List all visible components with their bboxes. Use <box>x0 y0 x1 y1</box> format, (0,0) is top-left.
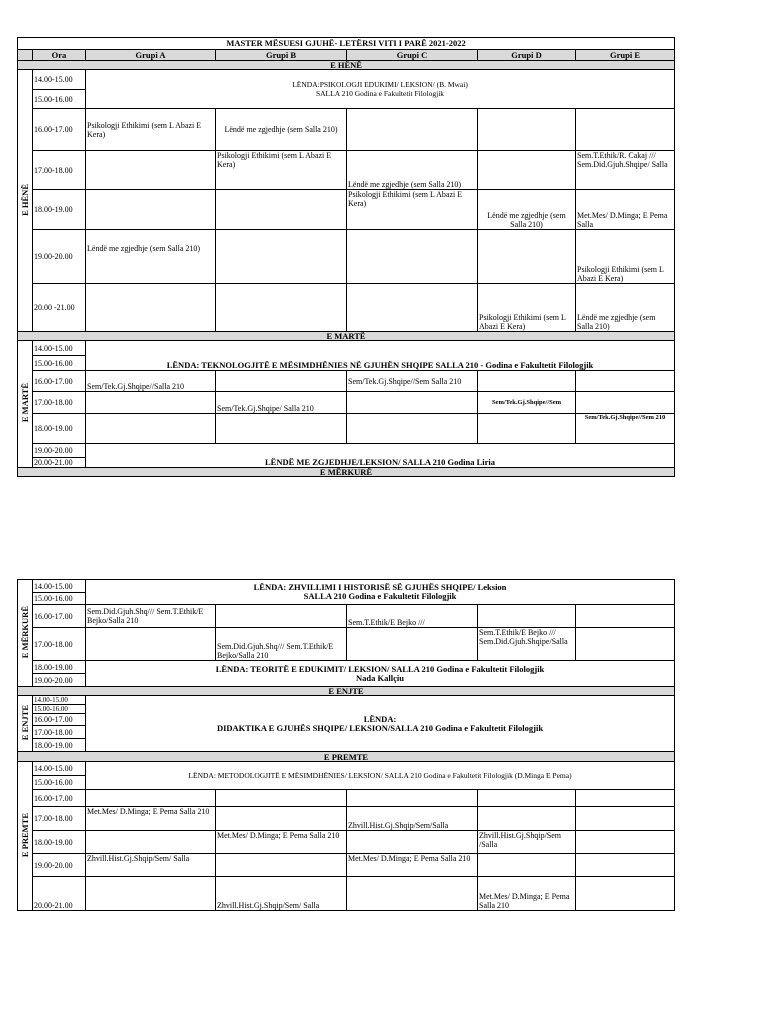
schedule-cell: Met.Mes/ D.Minga; E Pema Salla 210 <box>216 831 347 854</box>
time-slot: 14.00-15.00 <box>33 762 86 776</box>
schedule-cell: Zhvill.Hist.Gj.Shqip/Sem/Salla <box>347 807 478 831</box>
schedule-cell: Sem.Did.Gjuh.Shq/// Sem.T.Ethik/E Bejko/Salla 210 <box>216 628 347 661</box>
lecture-psikologji: LËNDA:PSIKOLOGJI EDUKIMI/ LEKSION/ (B. Mwai) SALLA 210 Godina e Fakultetit Filologjik <box>86 70 675 109</box>
table-title: MASTER MËSUESI GJUHË- LETËRSI VITI I PARË 2021-2022 <box>18 38 675 50</box>
day-label-marte: E MARTË <box>18 341 33 468</box>
schedule-cell: Met.Mes/ D.Minga; E Pema Salla 210 <box>86 807 216 831</box>
schedule-cell: Lëndë me zgjedhje (sem Salla 210) <box>576 284 675 332</box>
schedule-cell: Sem.T.Ethik/E Bejko /// Sem.Did.Gjuh.Shqipe/Salla <box>478 628 576 661</box>
day-label-premte: E PREMTE <box>18 762 33 911</box>
time-slot: 18.00-19.00 <box>33 414 86 444</box>
schedule-cell: Met.Mes/ D.Minga; E Pema Salla <box>576 190 675 230</box>
time-slot: 14.00-15.00 <box>33 341 86 356</box>
schedule-cell: Psikologji Ethikimi (sem L Abazi E Kera) <box>478 284 576 332</box>
schedule-cell: Met.Mes/ D.Minga; E Pema Salla 210 <box>347 854 478 877</box>
day-header-premte: E PREMTE <box>18 752 675 762</box>
day-header-enjte: E ENJTE <box>18 687 675 696</box>
time-slot: 19.00-20.00 <box>33 230 86 284</box>
col-header-grupi-a: Grupi A <box>86 50 216 61</box>
header-row <box>18 50 675 61</box>
time-slot: 17.00-18.00 <box>33 151 86 190</box>
schedule-cell: Lëndë me zgjedhje (sem Salla 210) <box>478 190 576 230</box>
lecture-zhvillimi-historise: LËNDA: ZHVILLIMI I HISTORISË SË GJUHËS SHQIPE/ Leksion SALLA 210 Godina e Fakultetit Filologjik <box>86 580 675 605</box>
time-slot: 17.00-18.00 <box>33 807 86 831</box>
schedule-cell: Psikologji Ethikimi (sem L Abazi E Kera) <box>86 109 216 151</box>
col-header-grupi-d: Grupi D <box>478 50 576 61</box>
schedule-cell: Psikologji Ethikimi (sem L Abazi E Kera) <box>576 230 675 284</box>
col-header-grupi-b: Grupi B <box>216 50 347 61</box>
time-slot: 20.00-21.00 <box>33 877 86 911</box>
time-slot: 17.00-18.00 <box>33 726 86 739</box>
schedule-cell: Lëndë me zgjedhje (sem Salla 210) <box>347 151 478 190</box>
col-header-grupi-c: Grupi C <box>347 50 478 61</box>
schedule-cell: Zhvill.Hist.Gj.Shqip/Sem /Salla <box>478 831 576 854</box>
schedule-cell: Sem.T.Ethik/R. Cakaj /// Sem.Did.Gjuh.Shqipe/ Salla <box>576 151 675 190</box>
lecture-teknologjite: LËNDA: TEKNOLOGJITË E MËSIMDHËNIES NË GJUHËN SHQIPE SALLA 210 - Godina e Fakultetit Filologjik <box>86 341 675 371</box>
time-slot: 14.00-15.00 <box>33 70 86 90</box>
schedule-cell: Sem.T.Ethik/E Bejko /// <box>347 605 478 628</box>
schedule-cell: Sem.Did.Gjuh.Shq/// Sem.T.Ethik/E Bejko/Salla 210 <box>86 605 216 628</box>
time-slot: 18.00-19.00 <box>33 739 86 752</box>
schedule-table-1 <box>17 37 675 477</box>
day-header-hene: E HËNË <box>18 61 675 70</box>
time-slot: 14.00-15.00 <box>33 580 86 593</box>
time-slot: 16.00-17.00 <box>33 605 86 628</box>
lecture-lende-me-zgjedhje: LËNDË ME ZGJEDHJE/LEKSION/ SALLA 210 Godina Liria <box>86 444 675 468</box>
time-slot: 18.00-19.00 <box>33 831 86 854</box>
schedule-table-2 <box>17 579 675 911</box>
time-slot: 17.00-18.00 <box>33 628 86 661</box>
day-header-merkure: E MËRKURË <box>18 468 675 477</box>
time-slot: 18.00-19.00 <box>33 190 86 230</box>
time-slot: 20.00 -21.00 <box>33 284 86 332</box>
time-slot: 14.00-15.00 <box>33 696 86 705</box>
schedule-cell: Met.Mes/ D.Minga; E Pema Salla 210 <box>478 877 576 911</box>
schedule-cell: Sem/Tek.Gj.Shqipe//Sem Salla 210 <box>347 371 478 392</box>
time-slot: 18.00-19.00 <box>33 661 86 674</box>
col-header-ora: Ora <box>33 50 86 61</box>
time-slot: 15.00-16.00 <box>33 705 86 714</box>
time-slot: 19.00-20.00 <box>33 444 86 458</box>
col-header-grupi-e: Grupi E <box>576 50 675 61</box>
schedule-cell: Psikologji Ethikimi (sem L Abazi E Kera) <box>347 190 478 230</box>
lecture-teorite-edukimit: LËNDA: TEORITË E EDUKIMIT/ LEKSION/ SALLA 210 Godina e Fakultetit Filologjik Nada Kallçiu <box>86 661 675 687</box>
day-label-enjte: E ENJTE <box>18 696 33 752</box>
schedule-cell: Lëndë me zgjedhje (sem Salla 210) <box>86 230 216 284</box>
day-label-merkure: E MËRKURË <box>18 580 33 687</box>
time-slot: 20.00-21.00 <box>33 458 86 468</box>
time-slot: 15.00-16.00 <box>33 593 86 605</box>
time-slot: 19.00-20.00 <box>33 854 86 877</box>
time-slot: 15.00-16.00 <box>33 776 86 790</box>
time-slot: 16.00-17.00 <box>33 714 86 726</box>
time-slot: 16.00-17.00 <box>33 790 86 807</box>
time-slot: 15.00-16.00 <box>33 90 86 109</box>
schedule-cell: Lëndë me zgjedhje (sem Salla 210) <box>216 109 347 151</box>
time-slot: 19.00-20.00 <box>33 674 86 687</box>
time-slot: 16.00-17.00 <box>33 109 86 151</box>
time-slot: 17.00-18.00 <box>33 392 86 414</box>
schedule-cell: Sem/Tek.Gj.Shqipe//Sem <box>478 392 576 414</box>
schedule-cell: Zhvill.Hist.Gj.Shqip/Sem/ Salla <box>216 877 347 911</box>
day-header-marte: E MARTË <box>18 332 675 341</box>
schedule-cell: Sem/Tek.Gj.Shqipe//Salla 210 <box>86 371 216 392</box>
lecture-metodologjite: LËNDA: METODOLOGJITË E MËSIMDHËNIES/ LEKSION/ SALLA 210 Godina e Fakultetit Filologjik (D.Minga E Pema) <box>86 762 675 790</box>
schedule-cell: Sem/Tek.Gj.Shqipe/ Salla 210 <box>216 392 347 414</box>
lecture-didaktika: LËNDA: DIDAKTIKA E GJUHËS SHQIPE/ LEKSION/SALLA 210 Godina e Fakultetit Filologjik <box>86 696 675 752</box>
schedule-cell: Sem/Tek.Gj.Shqipe//Sem 210 <box>576 414 675 444</box>
time-slot: 16.00-17.00 <box>33 371 86 392</box>
schedule-cell: Zhvill.Hist.Gj.Shqip/Sem/ Salla <box>86 854 216 877</box>
day-label-hene: E HËNË <box>18 70 33 332</box>
schedule-cell: Psikologji Ethikimi (sem L Abazi E Kera) <box>216 151 347 190</box>
time-slot: 15.00-16.00 <box>33 356 86 371</box>
